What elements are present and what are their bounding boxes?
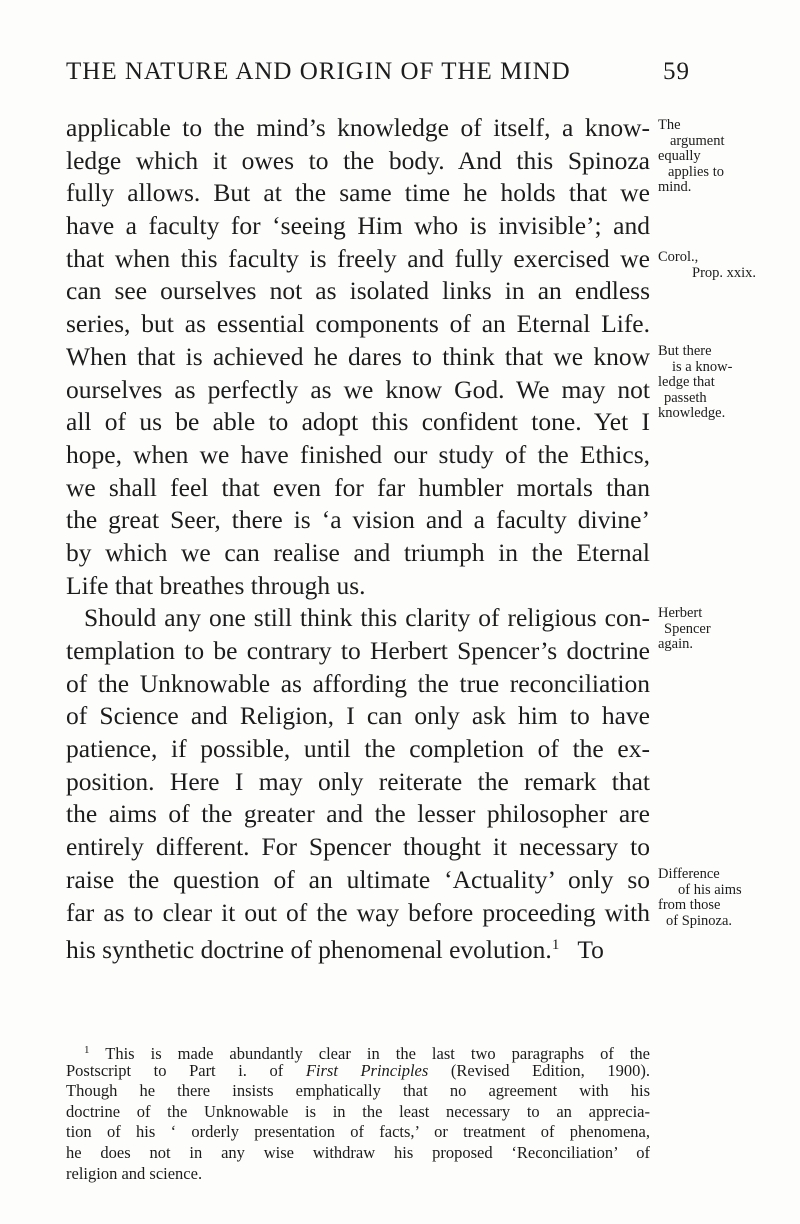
body-line: position. Here I may only reiterate the remark that [66, 766, 650, 796]
sidenote-knowledge: But there is a know- ledge that passeth knowledge. [658, 343, 733, 421]
body-line: his synthetic doctrine of phenomenal evolution.$^1$ To [66, 935, 604, 965]
footnote-number: 1 [84, 1044, 90, 1056]
footnote-ref[interactable]: 1 [551, 937, 560, 954]
body-line: When that is achieved he dares to think that we know [66, 341, 650, 371]
footnote-line: $^1$ This is made abundantly clear in the last two paragraphs of the [84, 1044, 651, 1063]
body-line: that when this faculty is freely and fully exercised we [66, 243, 650, 273]
footnote-line: doctrine of the Unknowable is in the least necessary to an apprecia- [66, 1101, 650, 1121]
book-title: First Principles [305, 1060, 429, 1080]
body-line: patience, if possible, until the completion of the ex- [66, 734, 650, 764]
body-line: ourselves as perfectly as we know God. We may not [66, 374, 650, 404]
body-line: of Science and Religion, I can only ask him to have [66, 701, 650, 731]
body-line: entirely different. For Spencer thought it necessary to [66, 832, 650, 862]
body-line: can see ourselves not as isolated links in an endless [66, 276, 650, 306]
sidenote-argument: The argument equally applies to mind. [658, 117, 725, 195]
body-line: Should any one still think this clarity of religious con- [84, 603, 650, 633]
footnote [66, 1040, 650, 1184]
body-line: ledge which it owes to the body. And this Spinoza [66, 145, 650, 175]
body-line: the great Seer, there is ‘a vision and a faculty divine’ [66, 505, 650, 535]
footnote-line: tion of his ‘ orderly presentation of facts,’ or treatment of phenomena, [66, 1122, 650, 1142]
body-line: the aims of the greater and the lesser philosopher are [66, 799, 650, 829]
footnote-line: Postscript to Part i. of First Principles (Revised Edition, 1900). [66, 1060, 650, 1080]
body-line: have a faculty for ‘seeing Him who is invisible’; and [66, 211, 650, 241]
page-number: 59 [663, 58, 690, 85]
body-line: raise the question of an ultimate ‘Actuality’ only so [66, 864, 650, 894]
footnote-line: Though he there insists emphatically that no agreement with his [66, 1081, 650, 1101]
sidenote-spencer: Herbert Spencer again. [658, 605, 711, 652]
body-line: of the Unknowable as affording the true reconciliation [66, 668, 650, 698]
running-title: THE NATURE AND ORIGIN OF THE MIND [66, 58, 571, 85]
footnote-line: he does not in any wise withdraw his proposed ‘Reconciliation’ of [66, 1142, 650, 1162]
sidenote-corollary: Corol., Prop. xxix. [658, 249, 757, 281]
footnote-line: religion and science. [66, 1163, 203, 1183]
body-line: Life that breathes through us. [66, 570, 366, 600]
body-text [66, 112, 650, 965]
body-line: applicable to the mind’s knowledge of itself, a know- [66, 113, 650, 142]
body-line: far as to clear it out of the way before proceeding with [66, 897, 650, 927]
running-header [66, 58, 690, 86]
body-line: templation to be contrary to Herbert Spencer’s doctrine [66, 636, 650, 665]
body-line: by which we can realise and triumph in the Eternal [66, 537, 650, 567]
body-line: we shall feel that even for far humbler mortals than [66, 472, 650, 502]
body-line: all of us be able to adopt this confident tone. Yet I [66, 407, 650, 437]
body-line: series, but as essential components of an Eternal Life. [66, 309, 650, 339]
body-line: fully allows. But at the same time he holds that we [66, 178, 650, 208]
sidenote-difference: Difference of his aims from those of Spinoza. [658, 866, 742, 929]
body-line: hope, when we have finished our study of the Ethics, [66, 439, 650, 469]
